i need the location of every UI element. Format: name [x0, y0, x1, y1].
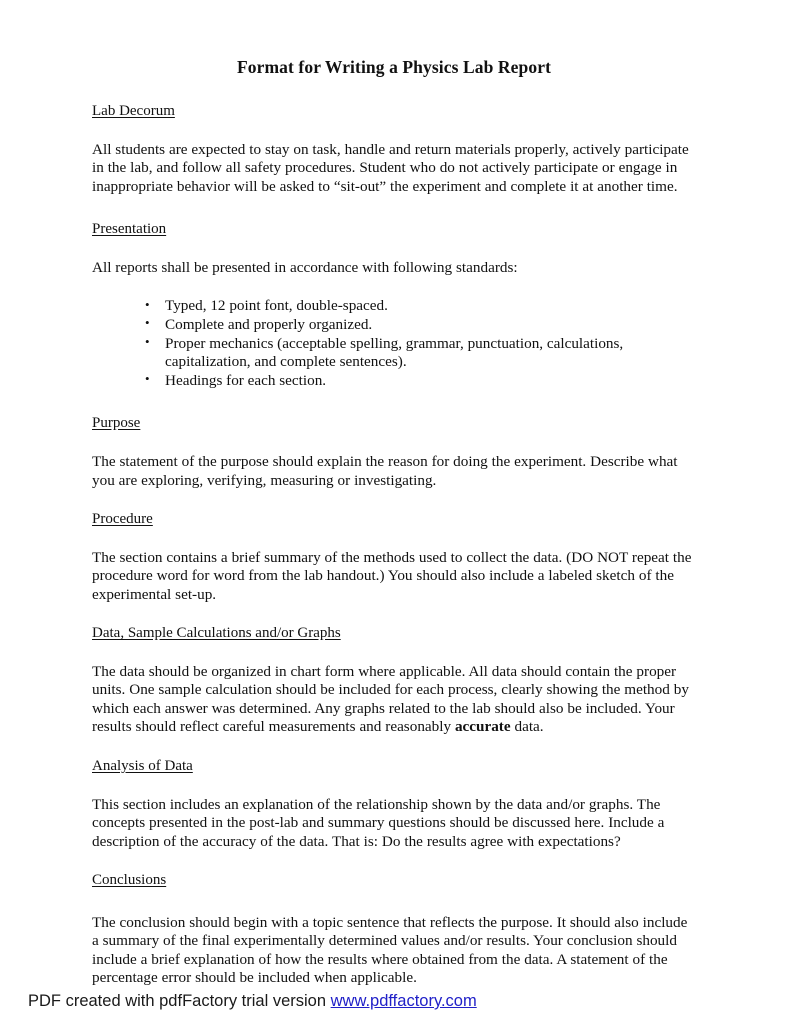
list-item: • Proper mechanics (acceptable spelling, grammar, punctuation, calculations, capitalization, and complete sentences). [92, 335, 696, 372]
presentation-standards-list [92, 297, 696, 390]
pdf-footer-text: PDF created with pdfFactory trial version [28, 992, 327, 1010]
paragraph-text-after: data. [510, 718, 544, 736]
section-heading-text: Purpose [92, 415, 141, 432]
section-heading-text: Analysis of Data [92, 757, 193, 774]
section-heading-text: Procedure [92, 511, 153, 528]
list-item: • Complete and properly organized. [92, 316, 696, 335]
section-paragraph-lab-decorum: All students are expected to stay on task, handle and return materials properly, actively participate in the lab, and follow all safety procedures. Student who do not actively participate or engage in inappropriate behavior will be asked to “sit-out” the experiment and complete it at another time. [92, 140, 689, 195]
section-heading-analysis-of-data [92, 757, 696, 776]
list-item: • Headings for each section. [92, 372, 696, 391]
section-heading-text: Conclusions [92, 872, 167, 889]
pdffactory-link[interactable]: www.pdffactory.com [330, 992, 477, 1010]
section-paragraph-conclusions: The conclusion should begin with a topic sentence that reflects the purpose. It should also include a summary of the final experimentally determined values and/or results. Your conclusion should include a brief explanation of how the results where obtained from the data. A statement of the percentage error should be included when applicable. [92, 913, 688, 987]
section-heading-text: Data, Sample Calculations and/or Graphs [92, 625, 341, 642]
page-title: Format for Writing a Physics Lab Report [236, 57, 552, 77]
emphasis-accurate: accurate [454, 718, 511, 736]
document-body [92, 0, 696, 988]
section-paragraph-presentation: All reports shall be presented in accordance with following standards: [92, 258, 518, 276]
list-item: • Typed, 12 point font, double-spaced. [92, 297, 696, 316]
paragraph-text-before: The data should be organized in chart form where applicable. All data should contain the proper units. One sample calculation should be included for each process, clearly showing the method by which each answer was determined. Any graphs related to the lab should also be included. Your results should reflect careful measurements and reasonably [92, 663, 689, 736]
section-heading-procedure [92, 510, 696, 529]
section-heading-text: Lab Decorum [92, 103, 175, 119]
section-paragraph-data-sample-calculations [92, 663, 696, 737]
section-paragraph-purpose: The statement of the purpose should explain the reason for doing the experiment. Describe what you are exploring, verifying, measuring or investigating. [92, 453, 678, 489]
section-heading-data-sample-calculations [92, 624, 696, 643]
section-paragraph-procedure: The section contains a brief summary of the methods used to collect the data. (DO NOT repeat the procedure word for word from the lab handout.) You should also include a labeled sketch of the experimental set-up. [92, 548, 692, 603]
section-heading-presentation [92, 220, 696, 239]
section-heading-lab-decorum [92, 102, 696, 121]
section-heading-text: Presentation [92, 221, 167, 238]
section-heading-purpose [92, 414, 696, 433]
section-paragraph-analysis-of-data: This section includes an explanation of the relationship shown by the data and/or graphs. The concepts presented in the post-lab and summary questions should be discussed here. Include a description of the accuracy of the data. That is: Do the results agree with expectations? [92, 795, 665, 850]
section-heading-conclusions [92, 871, 696, 890]
pdf-footer [28, 992, 477, 1011]
